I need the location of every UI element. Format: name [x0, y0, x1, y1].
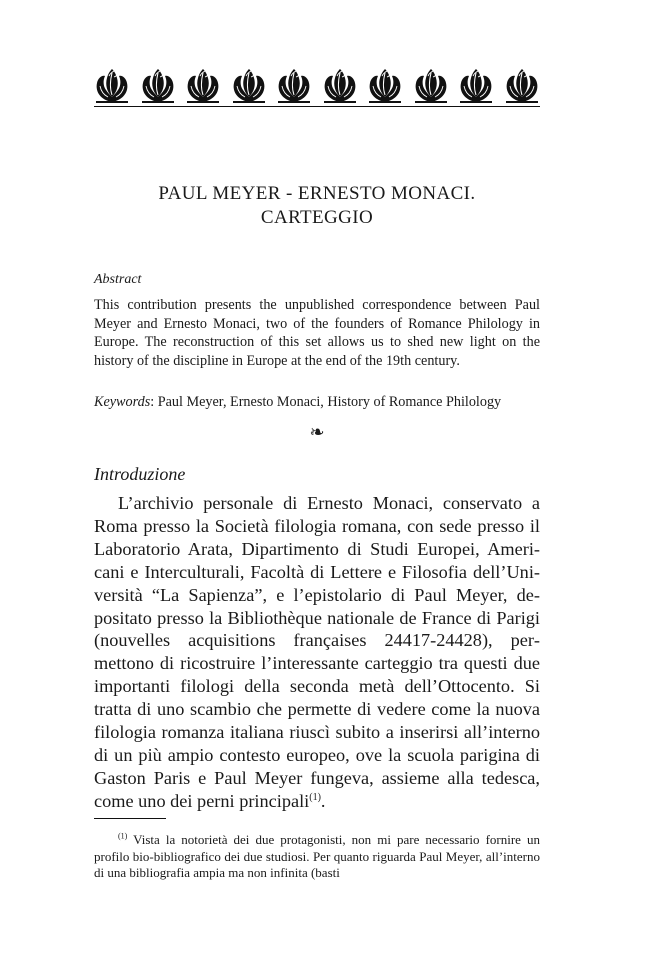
- lotus-flower-icon: [504, 64, 540, 104]
- lotus-flower-icon: [367, 64, 403, 104]
- footnote-marker: (1): [118, 831, 128, 841]
- footnote-rule: [94, 818, 166, 819]
- lotus-flower-icon: [413, 64, 449, 104]
- header-rule: [94, 106, 540, 107]
- section-heading: Introduzione: [94, 464, 186, 484]
- keywords-text: : Paul Meyer, Ernesto Monaci, History of Romance Philology: [150, 394, 502, 410]
- keywords-label: Keywords: [94, 394, 151, 410]
- article-title: [94, 182, 540, 230]
- footnote-reference: (1): [309, 791, 321, 803]
- lotus-flower-icon: [231, 64, 267, 104]
- abstract-text: This contribution presents the unpublished correspondence between Paul Meyer and Ernesto Monaci, two of the founders of Romance Philology in Europe. The reconstruction of this set allows us to shed new light on the history of the discipline in Europe at the end of the 19th century.: [94, 297, 540, 369]
- body-paragraph: [94, 492, 540, 813]
- lotus-flower-icon: [458, 64, 494, 104]
- paragraph-end: .: [320, 790, 326, 811]
- lotus-flower-icon: [185, 64, 221, 104]
- header-ornament-band: [94, 60, 540, 104]
- lotus-flower-icon: [140, 64, 176, 104]
- lotus-flower-icon: [94, 64, 130, 104]
- title-line-1: PAUL MEYER - ERNESTO MONACI.: [158, 183, 476, 204]
- paragraph-text: L’archivio personale di Ernesto Monaci, conservato a Roma presso la Società filologia romana, con sede presso il Laboratorio Arata, Dipartimento di Studi Europei, Americani e Interculturali, Facoltà di Lettere e Filosofia dell’Università “La Sapienza”, e l’epistolario di Paul Meyer, depositato presso la Bibliothèque nationale de France di Parigi (nouvelles acquisitions françaises 24417-24428), permettono di ricostruire l’interessante carteggio tra questi due importanti filologi della seconda metà dell’Ottocento. Si tratta di uno scambio che permette di vedere come la nuova filologia romanza italiana riuscì subito a inserirsi all’interno di un più ampio contesto europeo, ove la scuola parigina di Gaston Paris e Paul Meyer fungeva, assieme alla tedesca, come uno dei perni principali: [94, 493, 540, 811]
- lotus-flower-icon: [276, 64, 312, 104]
- fleuron-icon: ❧: [309, 422, 325, 443]
- keywords-line: [94, 393, 540, 411]
- footnote: [94, 832, 540, 882]
- lotus-flower-icon: [322, 64, 358, 104]
- title-line-2: CARTEGGIO: [260, 207, 374, 228]
- abstract-label: Abstract: [94, 272, 142, 287]
- footnote-text: Vista la notorietà dei due protagonisti, non mi pare necessario fornire un profilo bio-bibliografico dei due studiosi. Per quanto riguarda Paul Meyer, all’interno di una bibliografia ampia ma non infinita (basti: [94, 832, 540, 881]
